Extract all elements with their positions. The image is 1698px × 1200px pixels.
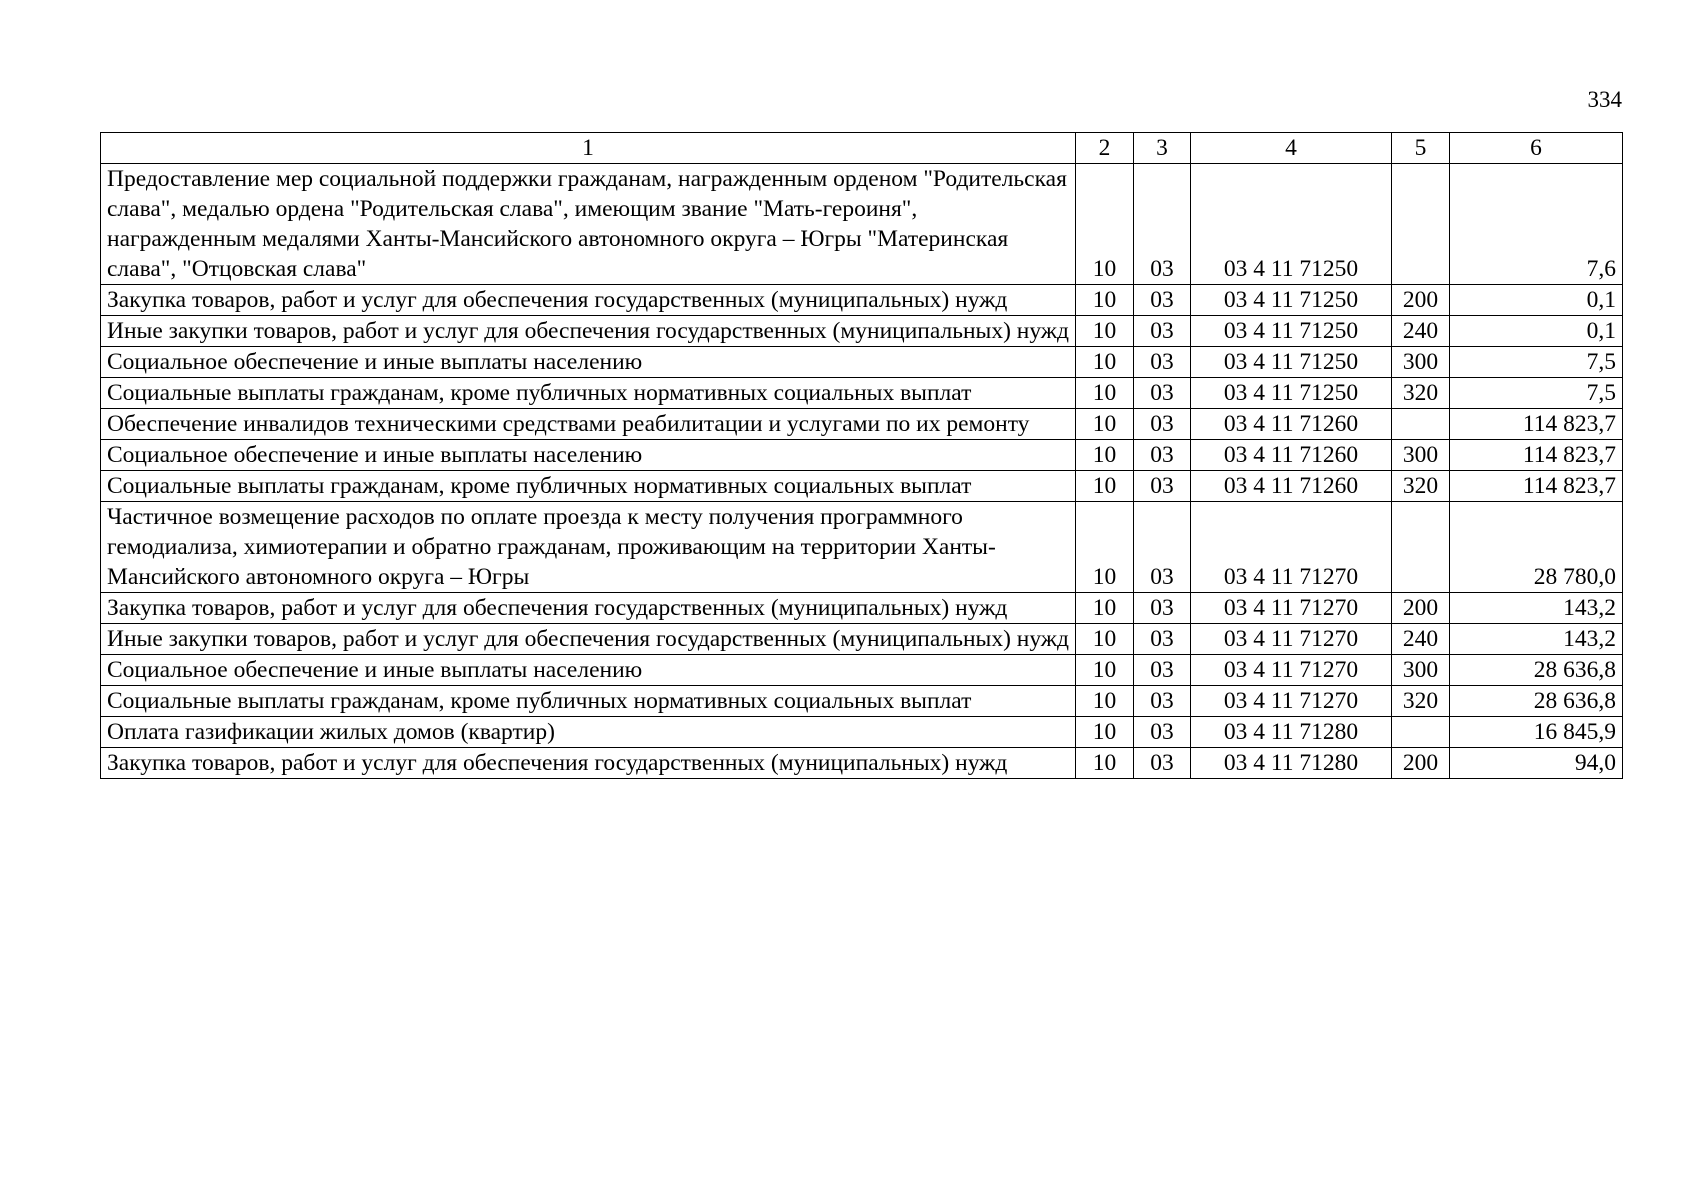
table-row <box>101 316 1623 347</box>
row-section: 10 <box>1076 686 1134 717</box>
row-expense-type: 320 <box>1392 378 1450 409</box>
table-row <box>101 471 1623 502</box>
header-col-3: 3 <box>1134 133 1191 164</box>
table-row <box>101 655 1623 686</box>
header-col-5: 5 <box>1392 133 1450 164</box>
row-name: Предоставление мер социальной поддержки гражданам, награжденным орденом "Родительская слава", медалью ордена "Родительская слава", имеющим звание "Мать-героиня", награжденным медалями Ханты-Мансийского автономного округа – Югры "Материнская слава", "Отцовская слава" <box>101 164 1076 285</box>
row-expense-type: 300 <box>1392 655 1450 686</box>
row-target-article: 03 4 11 71270 <box>1191 624 1392 655</box>
row-amount: 114 823,7 <box>1450 440 1623 471</box>
row-name: Социальные выплаты гражданам, кроме публичных нормативных социальных выплат <box>101 686 1076 717</box>
table-row <box>101 164 1623 285</box>
row-target-article: 03 4 11 71270 <box>1191 686 1392 717</box>
row-target-article: 03 4 11 71250 <box>1191 347 1392 378</box>
row-expense-type: 320 <box>1392 471 1450 502</box>
row-name: Закупка товаров, работ и услуг для обеспечения государственных (муниципальных) нужд <box>101 748 1076 779</box>
table-row <box>101 686 1623 717</box>
table-row <box>101 624 1623 655</box>
row-name: Социальные выплаты гражданам, кроме публичных нормативных социальных выплат <box>101 378 1076 409</box>
row-amount: 114 823,7 <box>1450 471 1623 502</box>
row-subsection: 03 <box>1134 164 1191 285</box>
row-section: 10 <box>1076 502 1134 593</box>
table-row <box>101 440 1623 471</box>
row-target-article: 03 4 11 71260 <box>1191 409 1392 440</box>
row-section: 10 <box>1076 347 1134 378</box>
row-subsection: 03 <box>1134 717 1191 748</box>
row-amount: 16 845,9 <box>1450 717 1623 748</box>
header-col-6: 6 <box>1450 133 1623 164</box>
table-body <box>101 164 1623 779</box>
row-name: Закупка товаров, работ и услуг для обеспечения государственных (муниципальных) нужд <box>101 285 1076 316</box>
row-subsection: 03 <box>1134 471 1191 502</box>
row-expense-type: 300 <box>1392 347 1450 378</box>
row-amount: 0,1 <box>1450 316 1623 347</box>
row-subsection: 03 <box>1134 686 1191 717</box>
table-row <box>101 502 1623 593</box>
row-subsection: 03 <box>1134 748 1191 779</box>
row-expense-type: 240 <box>1392 316 1450 347</box>
row-subsection: 03 <box>1134 285 1191 316</box>
row-target-article: 03 4 11 71280 <box>1191 717 1392 748</box>
row-name: Частичное возмещение расходов по оплате проезда к месту получения программного гемодиализа, химиотерапии и обратно гражданам, проживающим на территории Ханты-Мансийского автономного округа – Югры <box>101 502 1076 593</box>
row-target-article: 03 4 11 71250 <box>1191 316 1392 347</box>
row-amount: 143,2 <box>1450 593 1623 624</box>
row-subsection: 03 <box>1134 593 1191 624</box>
row-amount: 0,1 <box>1450 285 1623 316</box>
row-section: 10 <box>1076 440 1134 471</box>
budget-table <box>100 132 1623 779</box>
row-section: 10 <box>1076 655 1134 686</box>
row-section: 10 <box>1076 164 1134 285</box>
row-section: 10 <box>1076 285 1134 316</box>
row-expense-type: 300 <box>1392 440 1450 471</box>
row-target-article: 03 4 11 71250 <box>1191 378 1392 409</box>
row-amount: 28 780,0 <box>1450 502 1623 593</box>
row-section: 10 <box>1076 717 1134 748</box>
header-col-4: 4 <box>1191 133 1392 164</box>
row-expense-type <box>1392 409 1450 440</box>
row-section: 10 <box>1076 471 1134 502</box>
row-target-article: 03 4 11 71260 <box>1191 471 1392 502</box>
row-amount: 7,5 <box>1450 378 1623 409</box>
row-section: 10 <box>1076 593 1134 624</box>
row-subsection: 03 <box>1134 502 1191 593</box>
row-section: 10 <box>1076 748 1134 779</box>
table-row <box>101 717 1623 748</box>
row-name: Социальное обеспечение и иные выплаты населению <box>101 655 1076 686</box>
row-expense-type: 200 <box>1392 748 1450 779</box>
row-target-article: 03 4 11 71260 <box>1191 440 1392 471</box>
table-row <box>101 748 1623 779</box>
row-expense-type <box>1392 164 1450 285</box>
row-subsection: 03 <box>1134 378 1191 409</box>
row-name: Иные закупки товаров, работ и услуг для обеспечения государственных (муниципальных) нужд <box>101 316 1076 347</box>
row-expense-type <box>1392 717 1450 748</box>
row-name: Иные закупки товаров, работ и услуг для обеспечения государственных (муниципальных) нужд <box>101 624 1076 655</box>
row-expense-type: 200 <box>1392 593 1450 624</box>
page-number: 334 <box>1587 87 1622 112</box>
row-target-article: 03 4 11 71280 <box>1191 748 1392 779</box>
row-amount: 94,0 <box>1450 748 1623 779</box>
header-col-1: 1 <box>101 133 1076 164</box>
row-amount: 28 636,8 <box>1450 655 1623 686</box>
row-subsection: 03 <box>1134 347 1191 378</box>
row-subsection: 03 <box>1134 409 1191 440</box>
row-subsection: 03 <box>1134 655 1191 686</box>
row-amount: 28 636,8 <box>1450 686 1623 717</box>
row-section: 10 <box>1076 378 1134 409</box>
row-target-article: 03 4 11 71250 <box>1191 164 1392 285</box>
row-target-article: 03 4 11 71270 <box>1191 593 1392 624</box>
row-expense-type: 200 <box>1392 285 1450 316</box>
row-amount: 7,5 <box>1450 347 1623 378</box>
row-name: Социальное обеспечение и иные выплаты населению <box>101 440 1076 471</box>
row-expense-type: 320 <box>1392 686 1450 717</box>
row-amount: 114 823,7 <box>1450 409 1623 440</box>
header-row <box>101 133 1623 164</box>
row-name: Закупка товаров, работ и услуг для обеспечения государственных (муниципальных) нужд <box>101 593 1076 624</box>
row-expense-type <box>1392 502 1450 593</box>
header-col-2: 2 <box>1076 133 1134 164</box>
table-row <box>101 347 1623 378</box>
row-target-article: 03 4 11 71250 <box>1191 285 1392 316</box>
row-amount: 143,2 <box>1450 624 1623 655</box>
table-row <box>101 285 1623 316</box>
row-target-article: 03 4 11 71270 <box>1191 502 1392 593</box>
row-subsection: 03 <box>1134 316 1191 347</box>
row-expense-type: 240 <box>1392 624 1450 655</box>
row-section: 10 <box>1076 316 1134 347</box>
row-subsection: 03 <box>1134 624 1191 655</box>
row-subsection: 03 <box>1134 440 1191 471</box>
row-section: 10 <box>1076 624 1134 655</box>
row-section: 10 <box>1076 409 1134 440</box>
row-name: Оплата газификации жилых домов (квартир) <box>101 717 1076 748</box>
row-name: Социальные выплаты гражданам, кроме публичных нормативных социальных выплат <box>101 471 1076 502</box>
table-row <box>101 409 1623 440</box>
table-row <box>101 593 1623 624</box>
row-amount: 7,6 <box>1450 164 1623 285</box>
table-row <box>101 378 1623 409</box>
row-name: Обеспечение инвалидов техническими средствами реабилитации и услугами по их ремонту <box>101 409 1076 440</box>
row-name: Социальное обеспечение и иные выплаты населению <box>101 347 1076 378</box>
row-target-article: 03 4 11 71270 <box>1191 655 1392 686</box>
table-header <box>101 133 1623 164</box>
